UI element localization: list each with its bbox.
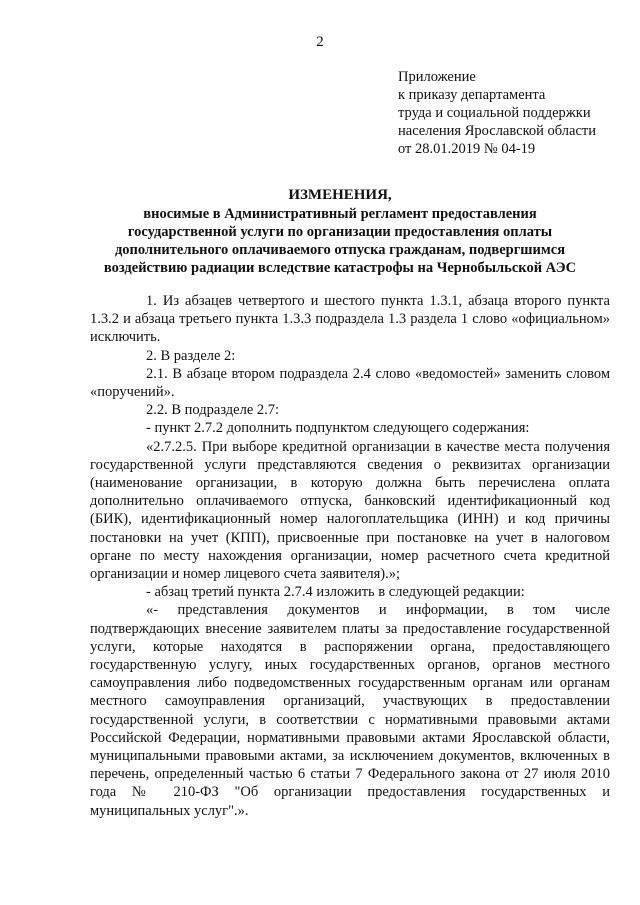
paragraph-1: 1. Из абзацев четвертого и шестого пункта 1.3.1, абзаца второго пункта 1.3.2 и абзаца третьего пункта 1.3.3 подраздела 1.3 раздела 1 слово «официальном» исключить. (90, 293, 610, 346)
page-number: 2 (316, 34, 324, 50)
appendix-line: к приказу департамента (398, 87, 546, 103)
document-title (90, 186, 590, 277)
title-line: государственной услуги по организации предоставления оплаты (127, 224, 553, 240)
paragraph-6: «2.7.2.5. При выборе кредитной организации в качестве места получения государственной услуги представляются сведения о реквизитах организации (наименование организации, в которую должна быть перечислена оплата дополнительно оплачиваемого отпуска, банковский идентификационный код (БИК), идентификационный номер налогоплательщика (ИНН) и код причины постановки на учет (КПП), присвоенные при постановке на учет в налоговом органе по месту нахождения организации, номер расчетного счета кредитной организации и номер лицевого счета заявителя).»; (90, 438, 610, 583)
paragraph-4: 2.2. В подразделе 2.7: (146, 402, 280, 419)
appendix-line: Приложение (398, 69, 476, 85)
title-heading: ИЗМЕНЕНИЯ, (288, 187, 392, 203)
title-line: дополнительного оплачиваемого отпуска гражданам, подвергшимся (114, 242, 566, 258)
paragraph-3: 2.1. В абзаце втором подраздела 2.4 слово «ведомостей» заменить словом «поручений». (90, 365, 610, 401)
title-line: вносимые в Административный регламент предоставления (143, 206, 537, 222)
appendix-line: от 28.01.2019 № 04-19 (398, 141, 536, 157)
paragraph-5: - пункт 2.7.2 дополнить подпунктом следующего содержания: (146, 420, 530, 437)
appendix-line: труда и социальной поддержки (398, 105, 591, 121)
document-body (90, 292, 610, 820)
paragraph-7: - абзац третий пункта 2.7.4 изложить в следующей редакции: (146, 584, 525, 601)
appendix-line: населения Ярославской области (398, 123, 596, 139)
title-line: воздействию радиации вследствие катастрофы на Чернобыльской АЭС (103, 260, 577, 276)
paragraph-2: 2. В разделе 2: (146, 347, 236, 364)
paragraph-8: «- представления документов и информации, в том числе подтверждающих внесение заявителем платы за предоставление государственной услуги, которые находятся в распоряжении органа, предоставляющего государственную услугу, иных государственных органов, органов местного самоуправления либо подведомственных государственным органам или органам местного самоуправления организаций, участвующих в предоставлении государственной услуги, в соответствии с нормативными правовыми актами Российской Федерации, нормативными правовыми актами Ярославской области, муниципальными правовыми актами, за исключением документов, включенных в перечень, определенный частью 6 статьи 7 Федерального закона от 27 июля 2010 года № 210-ФЗ "Об организации предоставления государственных и муниципальных услуг".». (90, 602, 610, 819)
appendix-block (398, 68, 638, 158)
